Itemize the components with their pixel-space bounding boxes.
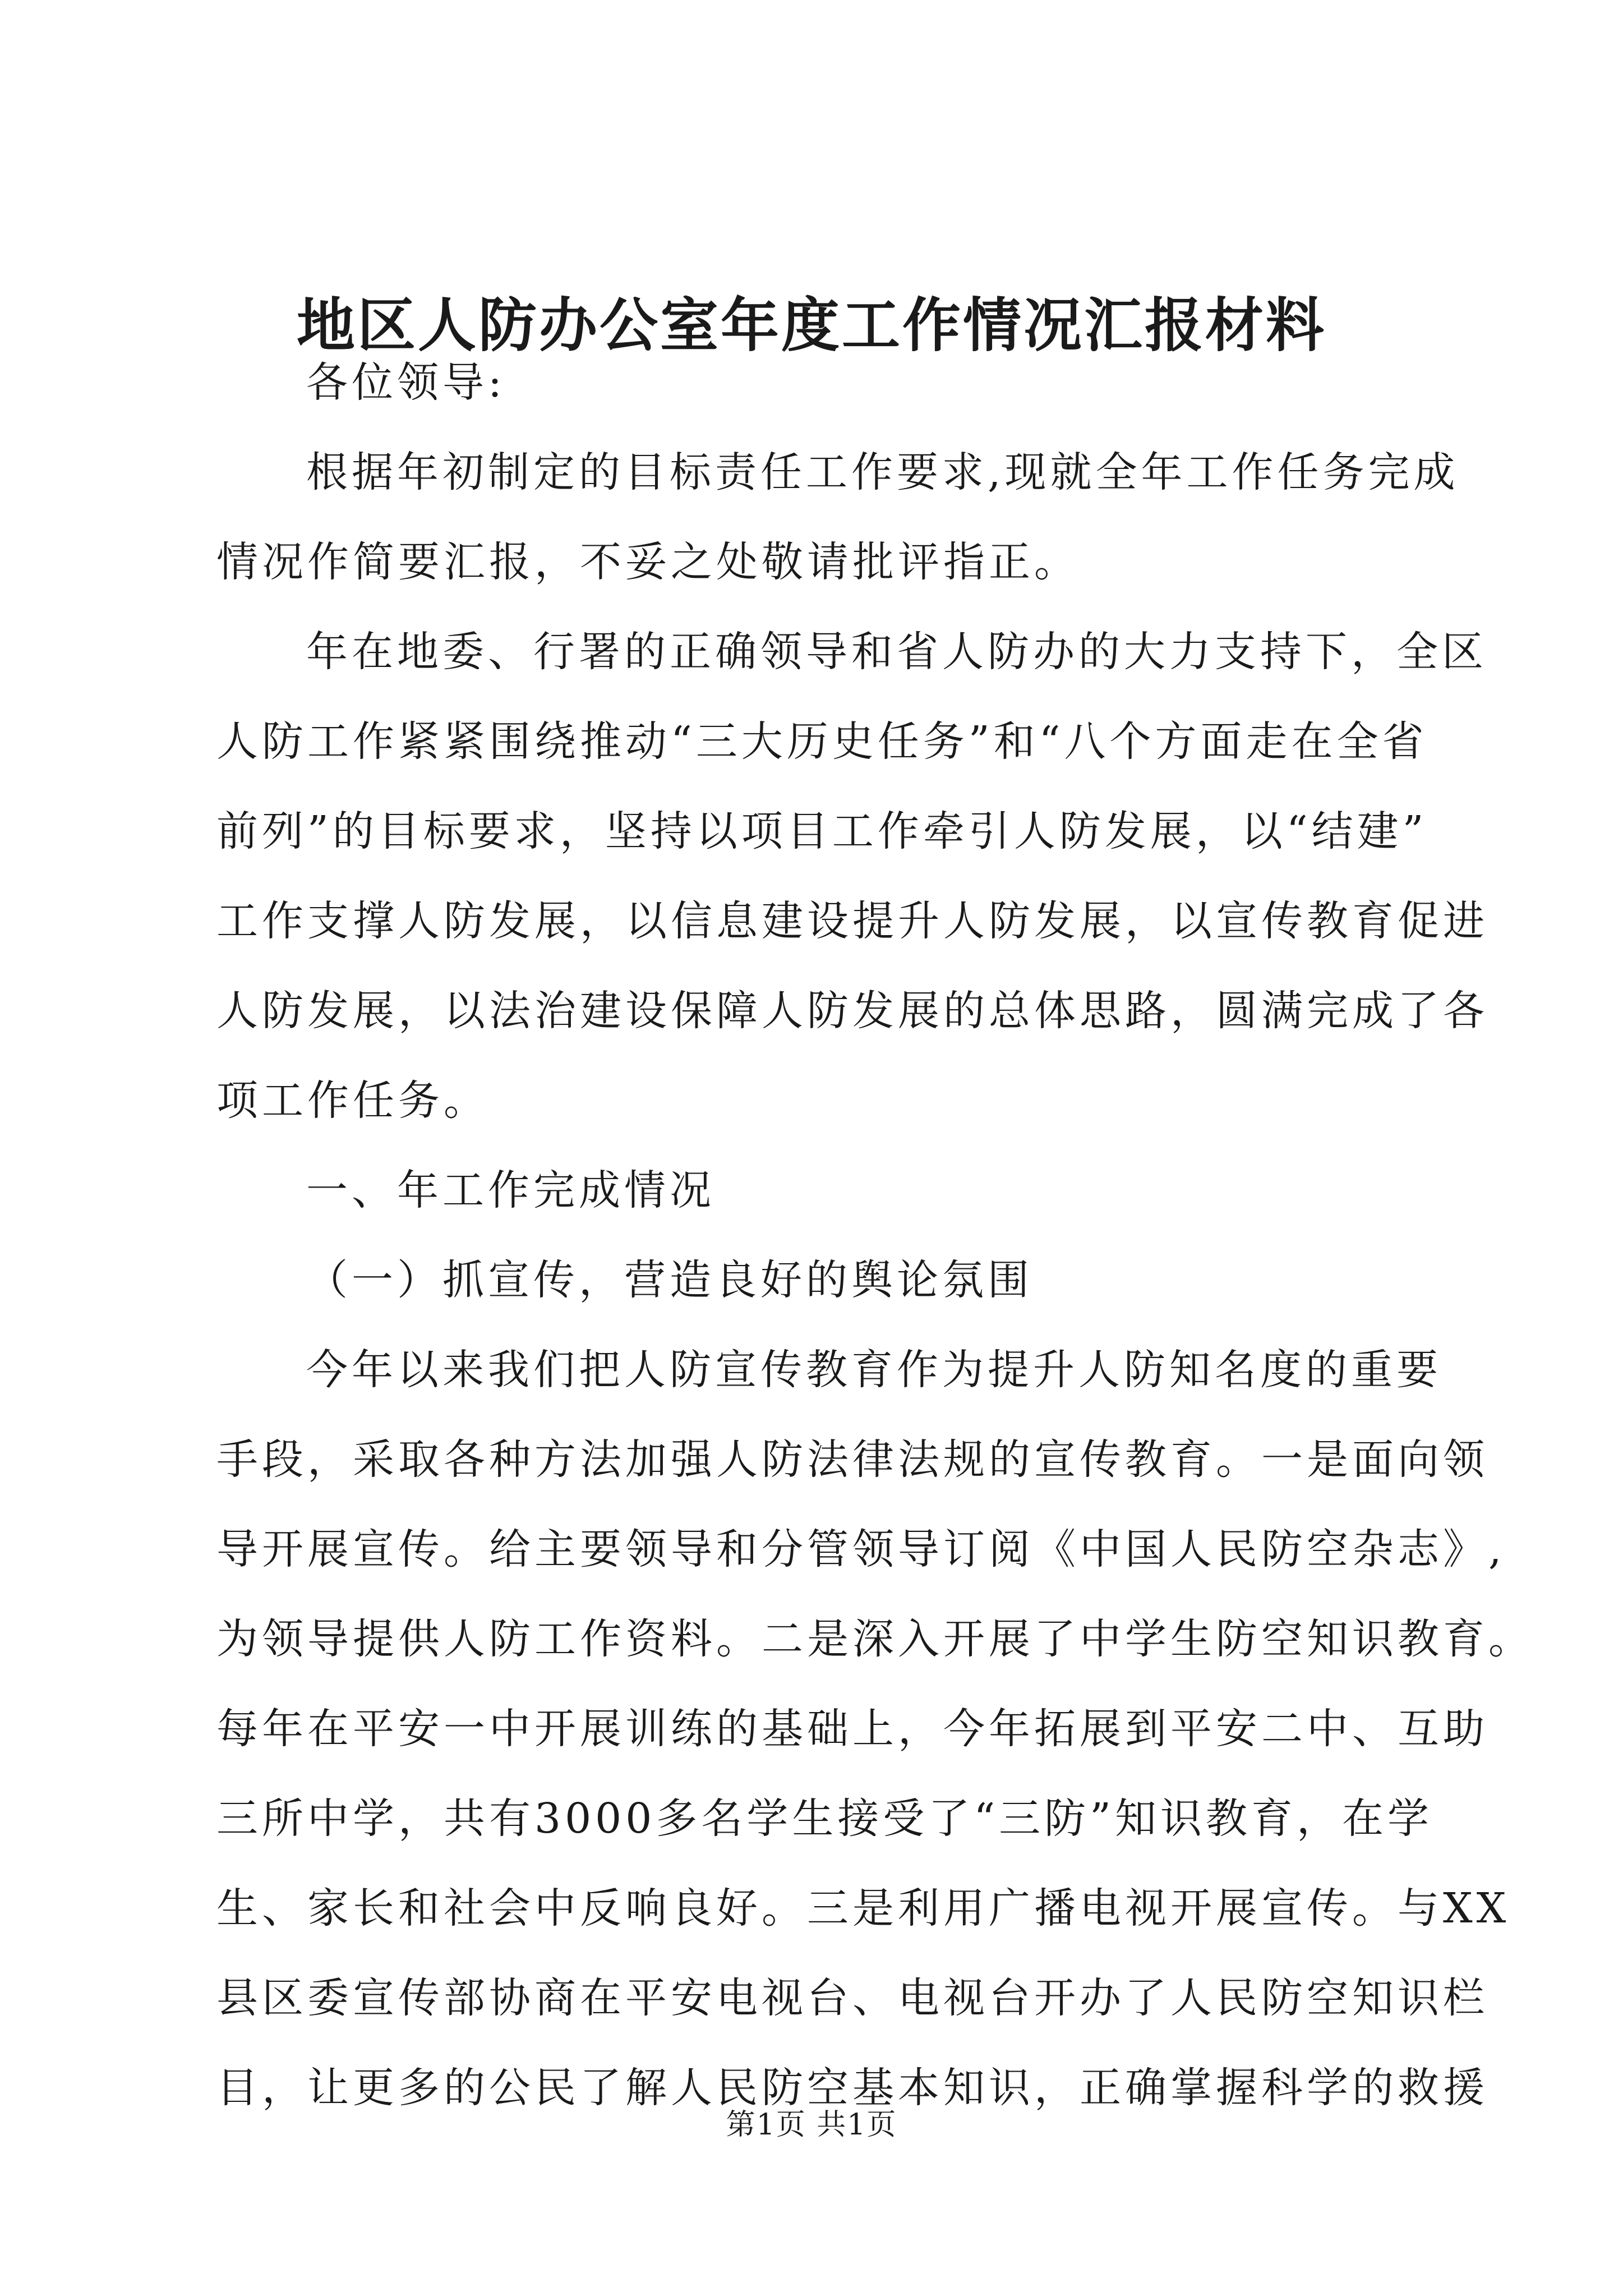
paragraph-line: 手段，采取各种方法加强人防法律法规的宣传教育。一是面向领 xyxy=(216,1435,1488,1484)
paragraph-line: 工作支撑人防发展，以信息建设提升人防发展，以宣传教育促进 xyxy=(216,897,1488,945)
paragraph-line: 根据年初制定的目标责任工作要求,现就全年工作任务完成 xyxy=(306,448,1459,496)
paragraph-line: 导开展宣传。给主要领导和分管领导订阅《中国人民防空杂志》, xyxy=(216,1525,1506,1573)
paragraph-line: 生、家长和社会中反响良好。三是利用广播电视开展宣传。与XX xyxy=(216,1884,1510,1932)
section-heading: 一、年工作完成情况 xyxy=(306,1166,715,1214)
subsection-heading: （一）抓宣传，营造良好的舆论氛围 xyxy=(306,1256,1033,1304)
paragraph-line: 情况作简要汇报，不妥之处敬请批评指正。 xyxy=(216,538,1080,586)
paragraph-line: 县区委宣传部协商在平安电视台、电视台开办了人民防空知识栏 xyxy=(216,1974,1488,2022)
paragraph-line: 今年以来我们把人防宣传教育作为提升人防知名度的重要 xyxy=(306,1346,1442,1394)
paragraph-line: 人防发展，以法治建设保障人防发展的总体思路，圆满完成了各 xyxy=(216,987,1488,1035)
paragraph-line: 三所中学，共有3000多名学生接受了“三防”知识教育，在学 xyxy=(216,1795,1433,1843)
paragraph-line: 前列”的目标要求，坚持以项目工作牵引人防发展，以“结建” xyxy=(216,807,1428,855)
paragraph-line: 人防工作紧紧围绕推动“三大历史任务”和“八个方面走在全省 xyxy=(216,717,1428,766)
paragraph-line: 年在地委、行署的正确领导和省人防办的大力支持下，全区 xyxy=(306,628,1487,676)
document-title: 地区人防办公室年度工作情况汇报材料 xyxy=(296,291,1326,360)
salutation: 各位领导: xyxy=(306,358,506,407)
paragraph-line: 每年在平安一中开展训练的基础上，今年拓展到平安二中、互助 xyxy=(216,1705,1488,1753)
paragraph-line: 为领导提供人防工作资料。二是深入开展了中学生防空知识教育。 xyxy=(216,1615,1534,1663)
page-footer: 第1页 共1页 xyxy=(726,2108,897,2142)
paragraph-line: 目，让更多的公民了解人民防空基本知识，正确掌握科学的救援 xyxy=(216,2064,1488,2112)
paragraph-line: 项工作任务。 xyxy=(216,1076,489,1125)
